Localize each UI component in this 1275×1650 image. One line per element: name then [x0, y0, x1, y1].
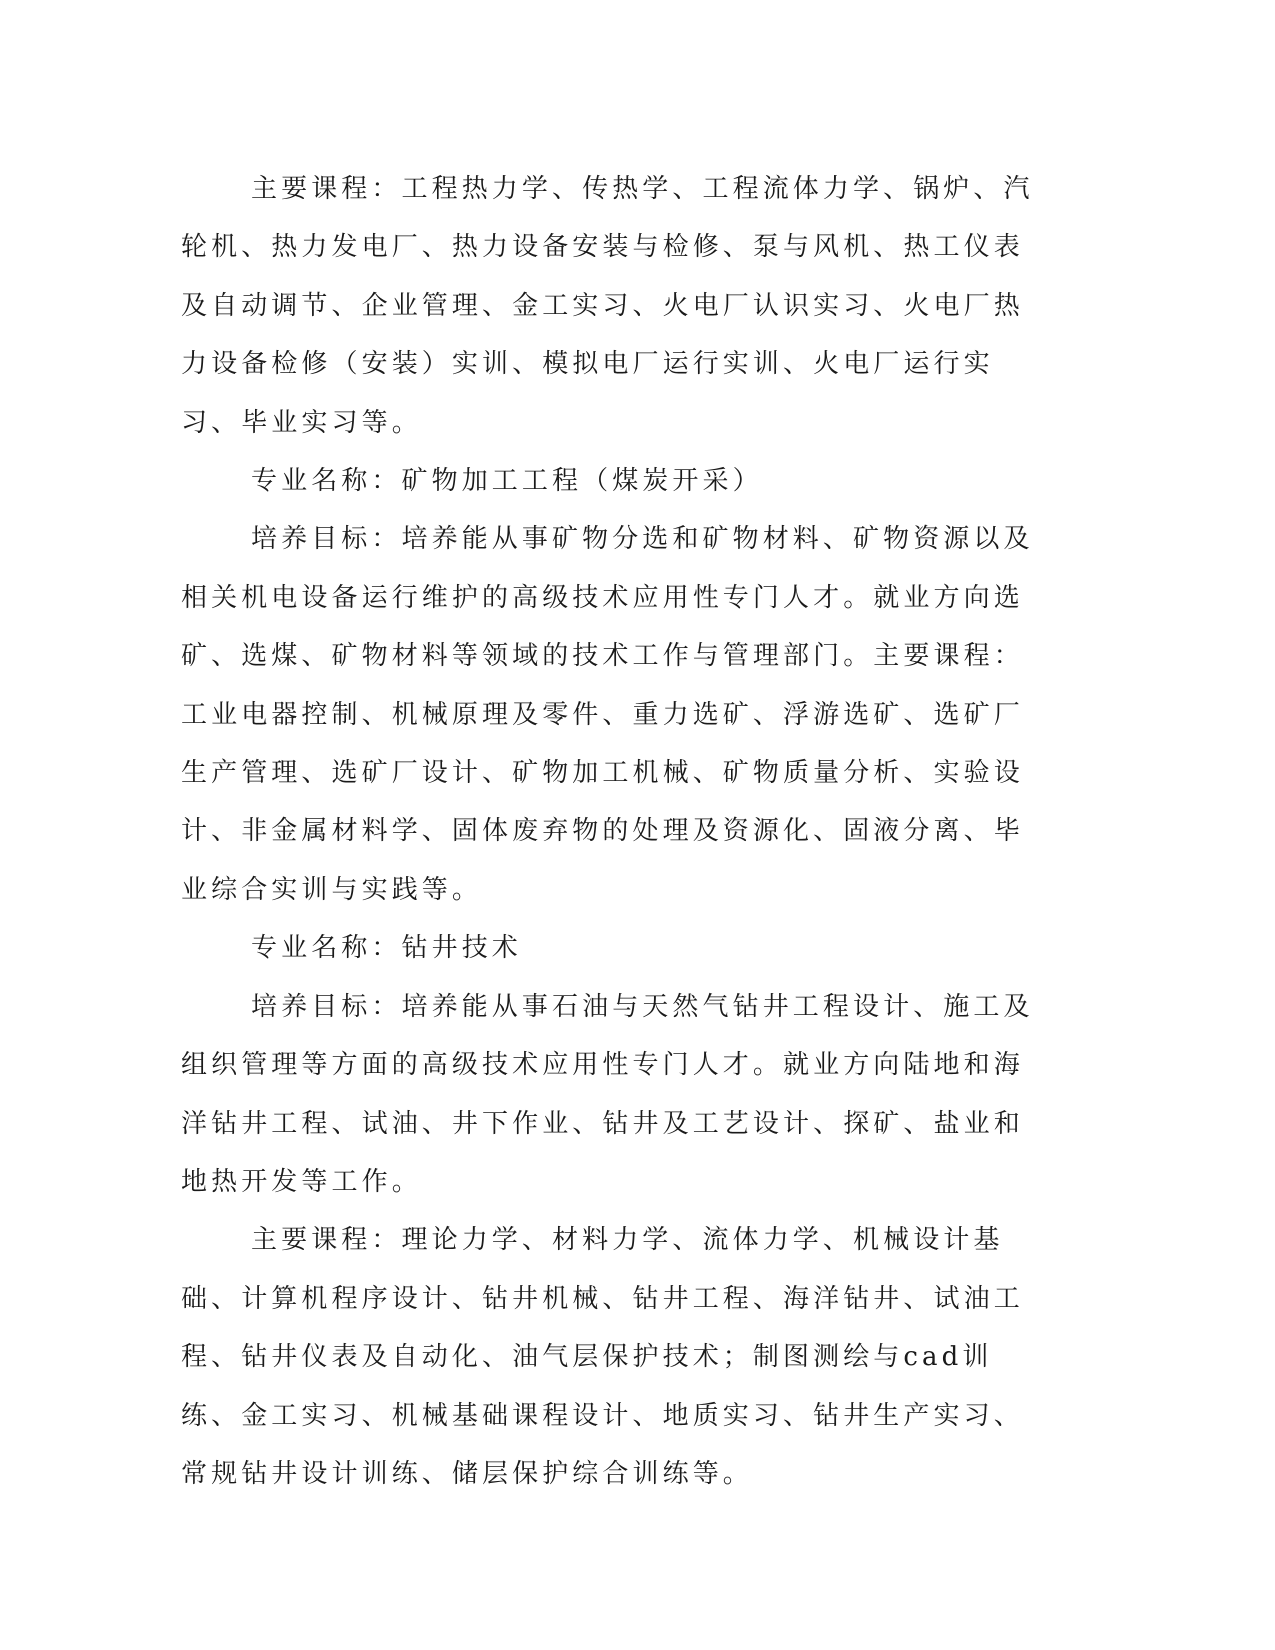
paragraph-main-courses-thermal: 主要课程：工程热力学、传热学、工程流体力学、锅炉、汽轮机、热力发电厂、热力设备安装与检修、泵与风机、热工仪表及自动调节、企业管理、金工实习、火电厂认识实习、火电厂热力设备检修（安装）实训、模拟电厂运行实训、火电厂运行实习、毕业实习等。 [181, 174, 1034, 438]
paragraph-training-goal-drilling: 培养目标：培养能从事石油与天然气钻井工程设计、施工及组织管理等方面的高级技术应用性专门人才。就业方向陆地和海洋钻井工程、试油、井下作业、钻井及工艺设计、探矿、盐业和地热开发等工作。 [181, 991, 1034, 1197]
paragraph-major-name-mineral-processing: 专业名称：矿物加工工程（煤炭开采） [251, 466, 763, 497]
document-body [181, 160, 1041, 1503]
paragraph-main-courses-drilling: 主要课程：理论力学、材料力学、流体力学、机械设计基础、计算机程序设计、钻井机械、钻井工程、海洋钻井、试油工程、钻井仪表及自动化、油气层保护技术；制图测绘与cad训练、金工实习、机械基础课程设计、地质实习、钻井生产实习、常规钻井设计训练、储层保护综合训练等。 [181, 1225, 1024, 1489]
paragraph-major-name-drilling: 专业名称：钻井技术 [251, 933, 522, 964]
paragraph-training-goal-mineral-processing: 培养目标：培养能从事矿物分选和矿物材料、矿物资源以及相关机电设备运行维护的高级技术应用性专门人才。就业方向选矿、选煤、矿物材料等领域的技术工作与管理部门。主要课程：工业电器控制、机械原理及零件、重力选矿、浮游选矿、选矿厂生产管理、选矿厂设计、矿物加工机械、矿物质量分析、实验设计、非金属材料学、固体废弃物的处理及资源化、固液分离、毕业综合实训与实践等。 [181, 524, 1034, 905]
